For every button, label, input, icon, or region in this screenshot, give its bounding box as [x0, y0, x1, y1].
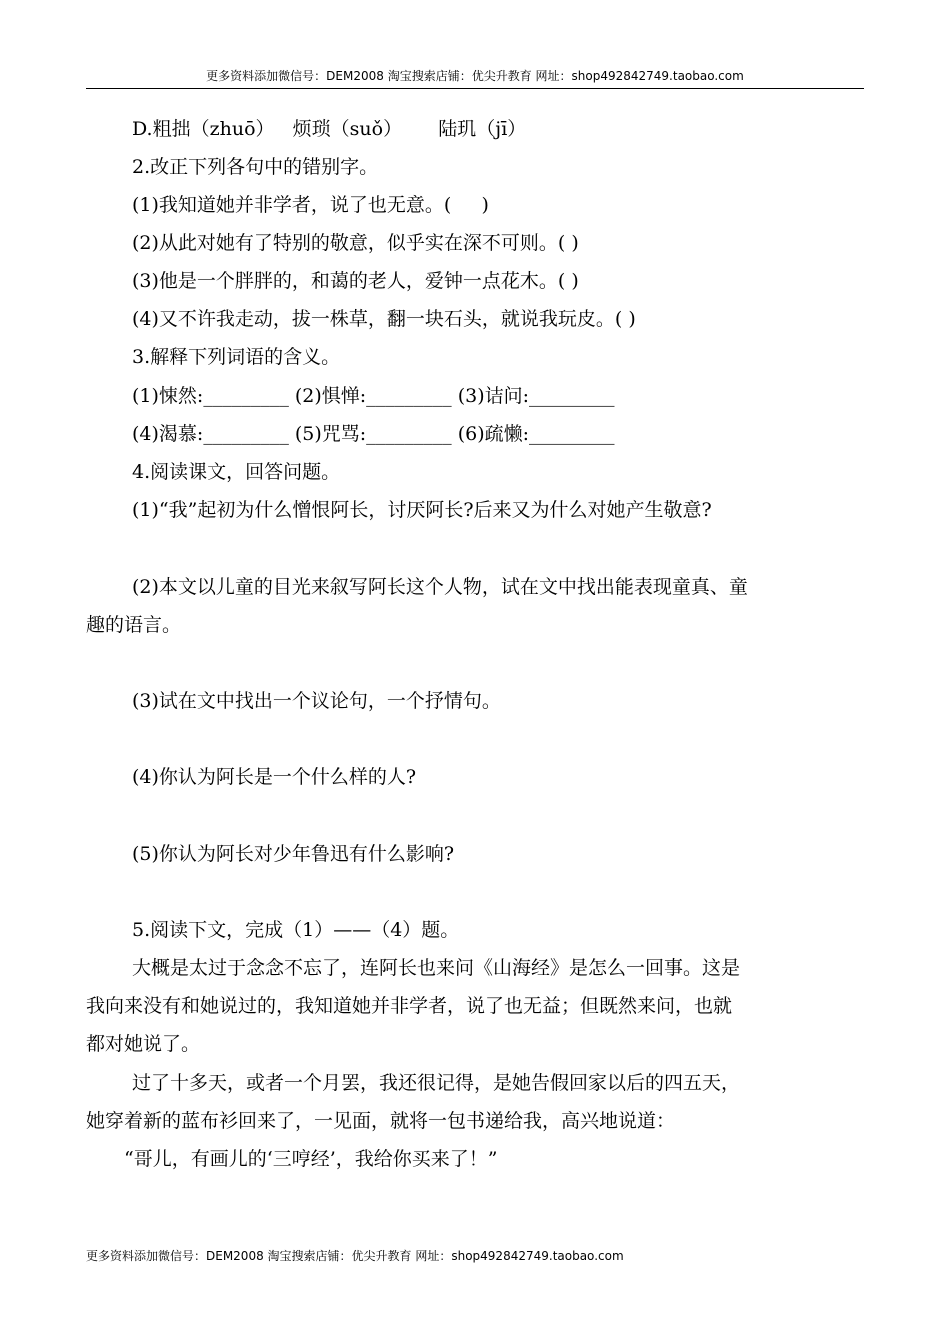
question-2-item-2: (2)从此对她有了特别的敬意，似乎实在深不可则。( )	[132, 232, 579, 254]
question-4-item-3: (3)试在文中找出一个议论句，一个抒情句。	[132, 690, 501, 712]
question-4-title: 4.阅读课文，回答问题。	[132, 461, 341, 483]
question-3-row-2: (4)渴慕:_________ (5)咒骂:_________ (6)疏懒:_________	[132, 423, 615, 445]
question-2-item-1: (1)我知道她并非学者，说了也无意。( )	[132, 194, 489, 216]
question-3-title: 3.解释下列词语的含义。	[132, 346, 341, 368]
passage-quote: “哥儿，有画儿的‘三哼经’，我给你买来了！”	[124, 1148, 498, 1170]
passage-paragraph-1-line-2: 我向来没有和她说过的，我知道她并非学者，说了也无益；但既然来问，也就	[86, 995, 733, 1017]
question-3-row-1: (1)悚然:_________ (2)惧惮:_________ (3)诘问:_________	[132, 385, 615, 407]
question-4-item-2-cont: 趣的语言。	[86, 614, 182, 636]
question-5-title: 5.阅读下文，完成（1）——（4）题。	[132, 919, 460, 941]
option-d: D.粗拙（zhuō） 烦琐（suǒ） 陆玑（jī）	[132, 118, 527, 140]
passage-paragraph-1-line-1: 大概是太过于念念不忘了，连阿长也来问《山海经》是怎么一回事。这是	[132, 957, 741, 979]
page-footer: 更多资料添加微信号：DEM2008 淘宝搜索店铺：优尖升教育 网址：shop492842749.taobao.com	[86, 1249, 624, 1263]
page-header: 更多资料添加微信号：DEM2008 淘宝搜索店铺：优尖升教育 网址：shop492842749.taobao.com	[86, 66, 864, 89]
question-2-item-4: (4)又不许我走动，拔一株草，翻一块石头，就说我玩皮。( )	[132, 308, 636, 330]
question-4-item-1: (1)“我”起初为什么憎恨阿长，讨厌阿长?后来又为什么对她产生敬意?	[132, 499, 712, 521]
passage-paragraph-1-line-3: 都对她说了。	[86, 1033, 201, 1055]
question-4-item-2: (2)本文以儿童的目光来叙写阿长这个人物，试在文中找出能表现童真、童	[132, 576, 748, 598]
question-2-item-3: (3)他是一个胖胖的，和蔼的老人，爱钟一点花木。( )	[132, 270, 579, 292]
question-2-title: 2.改正下列各句中的错别字。	[132, 156, 379, 178]
question-4-item-4: (4)你认为阿长是一个什么样的人?	[132, 766, 417, 788]
passage-paragraph-2-line-2: 她穿着新的蓝布衫回来了，一见面，就将一包书递给我，高兴地说道：	[86, 1110, 676, 1132]
question-4-item-5: (5)你认为阿长对少年鲁迅有什么影响?	[132, 843, 455, 865]
passage-paragraph-2-line-1: 过了十多天，或者一个月罢，我还很记得，是她告假回家以后的四五天，	[132, 1072, 741, 1094]
